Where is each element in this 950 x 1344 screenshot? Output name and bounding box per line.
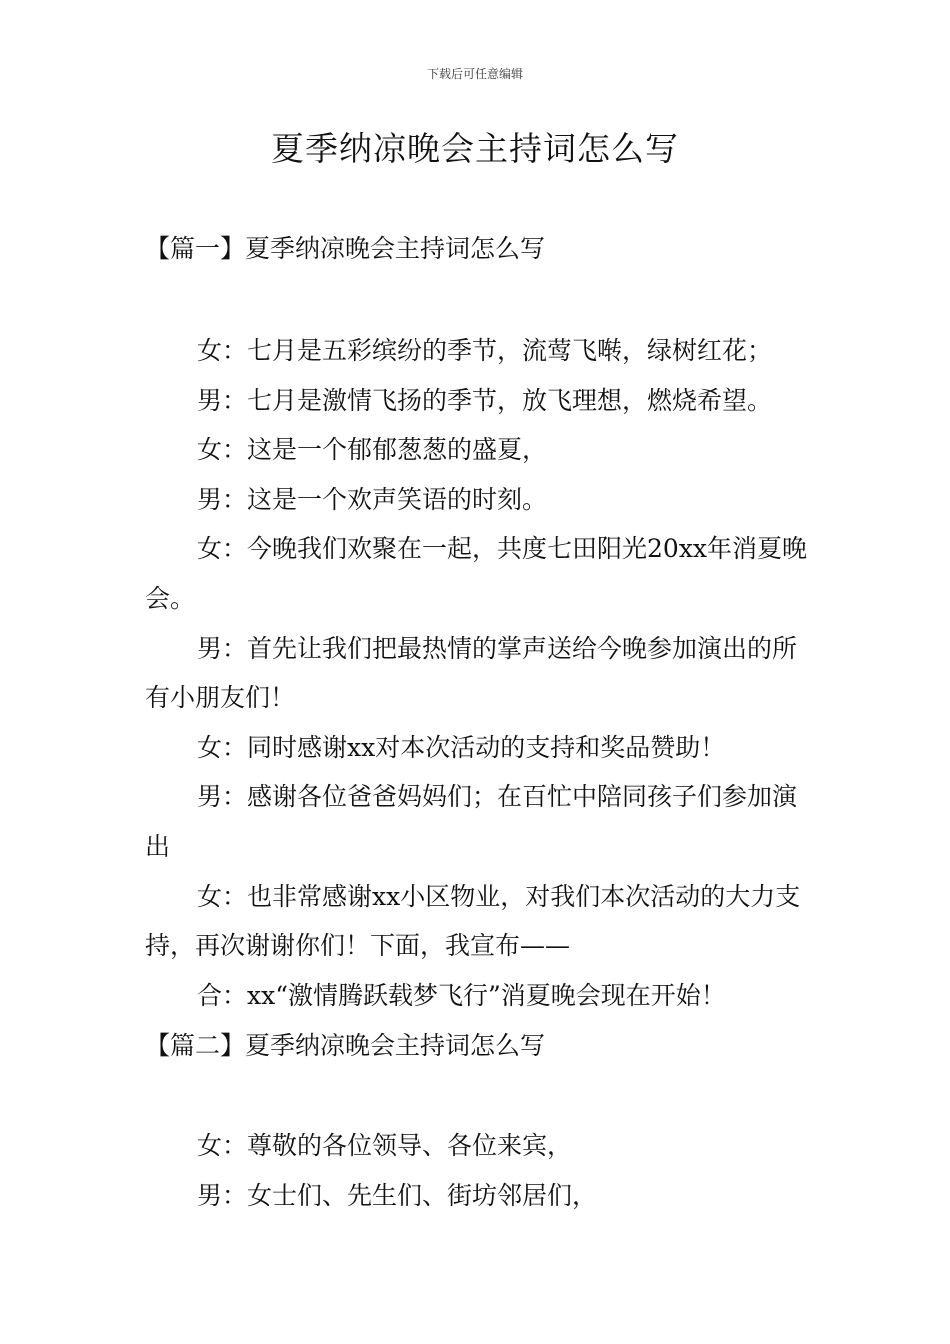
paragraph: 女：也非常感谢xx小区物业，对我们本次活动的大力支持，再次谢谢你们！下面，我宣布—— bbox=[145, 881, 801, 961]
section-1-body bbox=[145, 326, 808, 1020]
paragraph: 女：七月是五彩缤纷的季节，流莺飞啭，绿树红花； bbox=[197, 336, 773, 365]
paragraph: 男：感谢各位爸爸妈妈们；在百忙中陪同孩子们参加演出 bbox=[145, 782, 798, 861]
section-heading-2: 【篇二】夏季纳凉晚会主持词怎么写 bbox=[145, 1031, 546, 1060]
section-2-body bbox=[145, 1121, 808, 1220]
document-title: 夏季纳凉晚会主持词怎么写 bbox=[271, 129, 679, 168]
paragraph: 女：尊敬的各位领导、各位来宾， bbox=[197, 1131, 573, 1160]
paragraph: 男：这是一个欢声笑语的时刻。 bbox=[197, 484, 548, 514]
paragraph: 男：女士们、先生们、街坊邻居们， bbox=[197, 1180, 598, 1210]
paragraph: 女：这是一个郁郁葱葱的盛夏， bbox=[197, 435, 548, 465]
section-heading-1: 【篇一】夏季纳凉晚会主持词怎么写 bbox=[145, 234, 546, 263]
paragraph: 男：七月是激情飞扬的季节，放飞理想，燃烧希望。 bbox=[197, 385, 773, 415]
header-note: 下载后可任意编辑 bbox=[426, 67, 523, 81]
paragraph: 男：首先让我们把最热情的掌声送给今晚参加演出的所有小朋友们！ bbox=[145, 633, 798, 713]
paragraph: 女：今晚我们欢聚在一起，共度七田阳光20xx年消夏晚会。 bbox=[145, 534, 808, 613]
paragraph: 女：同时感谢xx对本次活动的支持和奖品赞助！ bbox=[197, 732, 726, 762]
paragraph: 合：xx“激情腾跃载梦飞行”消夏晚会现在开始！ bbox=[197, 980, 726, 1010]
